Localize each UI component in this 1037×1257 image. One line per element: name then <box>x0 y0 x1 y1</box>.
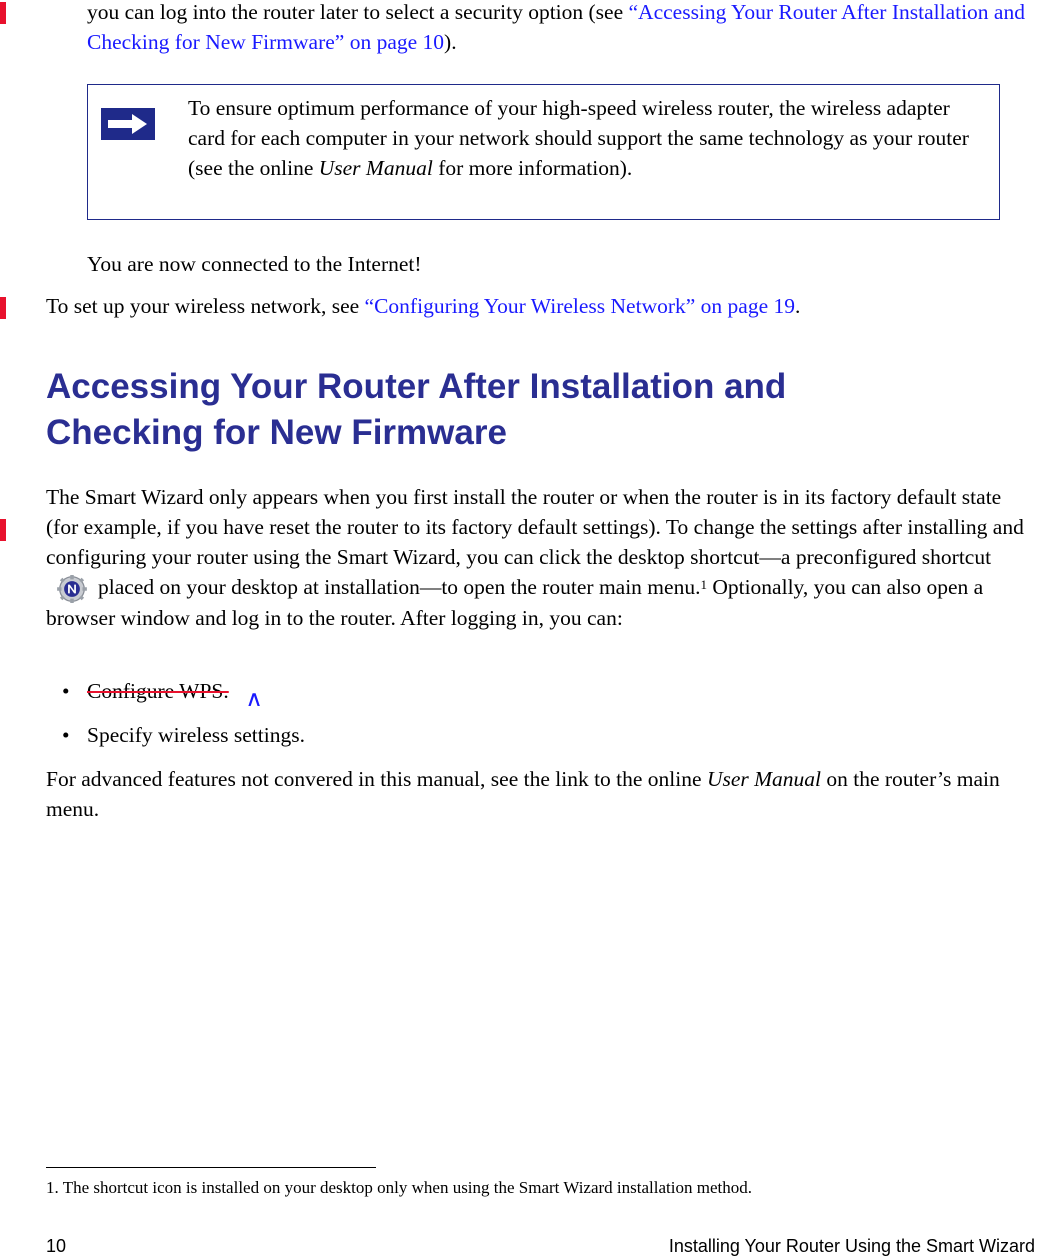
footnote: 1. The shortcut icon is installed on your desktop only when using the Smart Wizard installation method. <box>46 1178 752 1197</box>
footnote-ref[interactable]: 1 <box>700 577 707 592</box>
user-manual-ref: User Manual <box>318 156 433 180</box>
insertion-caret-icon: ∧ <box>245 686 263 711</box>
right-arrow-icon <box>100 107 156 141</box>
advanced-paragraph <box>46 764 1031 824</box>
change-bar <box>0 2 6 24</box>
intro-paragraph <box>87 0 1032 57</box>
user-manual-ref: User Manual <box>706 767 821 791</box>
note-box <box>87 84 1000 220</box>
chapter-title: Installing Your Router Using the Smart Wizard <box>668 1236 1035 1256</box>
setup-link[interactable]: “Configuring Your Wireless Network” on page 19 <box>364 294 796 318</box>
netgear-n-icon <box>52 575 92 603</box>
change-bar <box>0 519 6 541</box>
intro-suffix: ). <box>444 30 457 54</box>
intro-link[interactable]: “Accessing Your Router After Installation and Checking for New Firmware” on page 10 <box>87 0 1025 54</box>
setup-paragraph <box>46 291 800 321</box>
note-text <box>188 93 978 183</box>
note-text-start: To ensure optimum performance of your high-speed wireless router, the wireless adapter card for each computer in your network should support the same technology as your router (see the online <box>188 96 969 180</box>
advanced-suffix: on the router’s main menu. <box>46 767 1000 821</box>
section-heading: Accessing Your Router After Installation and Checking for New Firmware <box>46 367 787 452</box>
bullet-symbol: • <box>62 723 70 747</box>
intro-text: you can log into the router later to select a security option (see <box>87 0 629 24</box>
note-text-end: for more information). <box>432 156 633 180</box>
page-number: 10 <box>46 1236 67 1256</box>
connected-message: You are now connected to the Internet! <box>87 252 422 276</box>
setup-text: To set up your wireless network, see <box>46 294 365 318</box>
bullet-symbol: • <box>62 679 70 703</box>
body-text-part2: placed on your desktop at installation—to open the router main menu. <box>98 575 701 599</box>
bullet-wireless-settings: Specify wireless settings. <box>87 723 305 747</box>
footnote-divider <box>46 1167 376 1168</box>
bullet-configure-wps: Configure WPS. <box>87 679 229 703</box>
change-bar <box>0 297 6 319</box>
setup-suffix: . <box>795 294 801 318</box>
advanced-text: For advanced features not convered in this manual, see the link to the online <box>46 767 707 791</box>
body-paragraph <box>46 482 1036 633</box>
body-text-part1: The Smart Wizard only appears when you first install the router or when the router is in its factory default state (for example, if you have reset the router to its factory default settings). To change the settings after installing and configuring your router using the Smart Wizard, you can click the desktop shortcut—a preconfigured shortcut <box>46 485 1024 569</box>
body-text-part3: Optionally, you can also open a browser window and log in to the router. After logging in, you can: <box>46 575 984 631</box>
